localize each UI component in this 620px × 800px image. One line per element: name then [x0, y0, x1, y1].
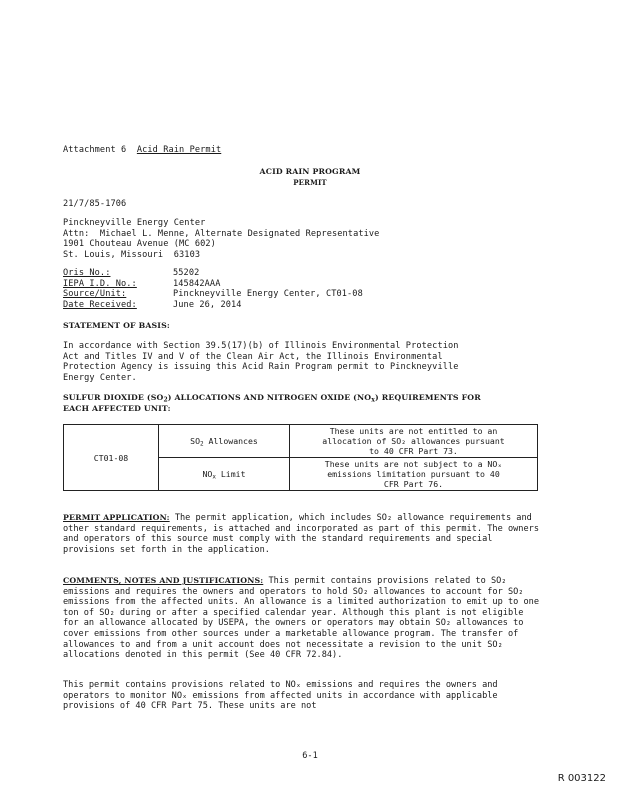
field-value: 55202 [173, 268, 200, 278]
field-label: Date Received: [63, 299, 137, 310]
field-label: Oris No.: [63, 268, 111, 278]
statement-line: Protection Agency is issuing this Acid Rain Program permit to Pinckneyville [63, 362, 459, 372]
nox-paragraph: This permit contains provisions related to NOₓ emissions and requires the owners and operators to monitor NOₓ emissions from affected units in accordance with applicable provisions of 40 CFR Part 75. These units are not [63, 680, 498, 712]
field-value: June 26, 2014 [173, 299, 242, 310]
field-row [63, 279, 220, 289]
permit-application-text: The permit application, which includes SO₂ allowance requirements and other standard requirements, is attached and incorporated as part of this permit. The owners and operators of this source must comply with the standard requirements and special provisions set forth in the application. [63, 513, 539, 555]
page-number: 6-1 [302, 751, 318, 761]
statement-of-basis-heading: STATEMENT OF BASIS: [63, 321, 170, 330]
requirements-heading-line2: EACH AFFECTED UNIT: [63, 403, 171, 413]
address-street: 1901 Chouteau Avenue (MC 602) [63, 239, 216, 249]
address-name: Pinckneyville Energy Center [63, 218, 206, 228]
program-title: ACID RAIN PROGRAM [259, 167, 361, 176]
requirement-cell: These units are not entitled to an allocation of SO₂ allowances pursuant to 40 CFR Part 73. [290, 425, 538, 458]
statement-line: Energy Center. [63, 372, 137, 383]
field-label: IEPA I.D. No.: [63, 278, 137, 289]
field-row [63, 268, 199, 278]
address-city: St. Louis, Missouri 63103 [63, 249, 201, 260]
comments-paragraph [63, 576, 539, 661]
attachment-prefix: Attachment 6 [63, 145, 127, 155]
field-value: Pinckneyville Energy Center, CT01-08 [173, 289, 363, 299]
requirements-heading: SULFUR DIOXIDE $(SO_2)$ ALLOCATIONS AND NITROGEN OXIDE $(NO_x)$ REQUIREMENTS FOR [63, 393, 481, 404]
requirement-cell: These units are not subject to a NOₓ emissions limitation pursuant to 40 CFR Part 76. [290, 458, 538, 491]
comments-label: COMMENTS, NOTES AND JUSTIFICATIONS: [63, 576, 264, 585]
program-subtitle: PERMIT [293, 178, 327, 187]
statement-line: In accordance with Section 39.5(17)(b) of Illinois Environmental Protection [63, 341, 459, 351]
bates-number: R 003122 [557, 773, 606, 784]
permit-application-paragraph [63, 513, 539, 555]
comments-text: This permit contains provisions related to SO₂ emissions and requires the owners and operators to hold SO₂ allowances to account for SO₂ emissions from the affected units. An allowance is a limited authorization to emit up to one ton of SO₂ during or after a specified calendar year. Although this plant is not eligible for an allowance allocated by USEPA, the owners or operators may obtain SO₂ allowances to cover emissions from other sources under a marketable allowance program. The transfer of allowances to and from a unit account does not necessitate a revision to the unit SO₂ allocations denoted in this permit (See 40 CFR 72.84). [63, 576, 539, 661]
unit-cell: CT01-08 [64, 425, 159, 491]
requirements-table [63, 424, 538, 491]
field-value: 145842AAA [173, 278, 221, 289]
attachment-heading [63, 145, 221, 155]
statement-line: Act and Titles IV and V of the Clean Air Act, the Illinois Environmental [63, 351, 443, 362]
pollutant-cell: $NO_x$ Limit [159, 458, 290, 491]
attachment-title: Acid Rain Permit [136, 145, 222, 155]
field-label: Source/Unit: [63, 289, 127, 299]
facility-id: 21/7/85-1706 [63, 199, 127, 209]
field-row [63, 289, 363, 299]
pollutant-cell: $SO_2$ Allowances [159, 425, 290, 458]
table-row [64, 425, 538, 458]
address-attn: Attn: Michael L. Menne, Alternate Designated Representative [63, 228, 380, 239]
permit-application-label: PERMIT APPLICATION: [63, 513, 170, 522]
field-row [63, 300, 242, 310]
